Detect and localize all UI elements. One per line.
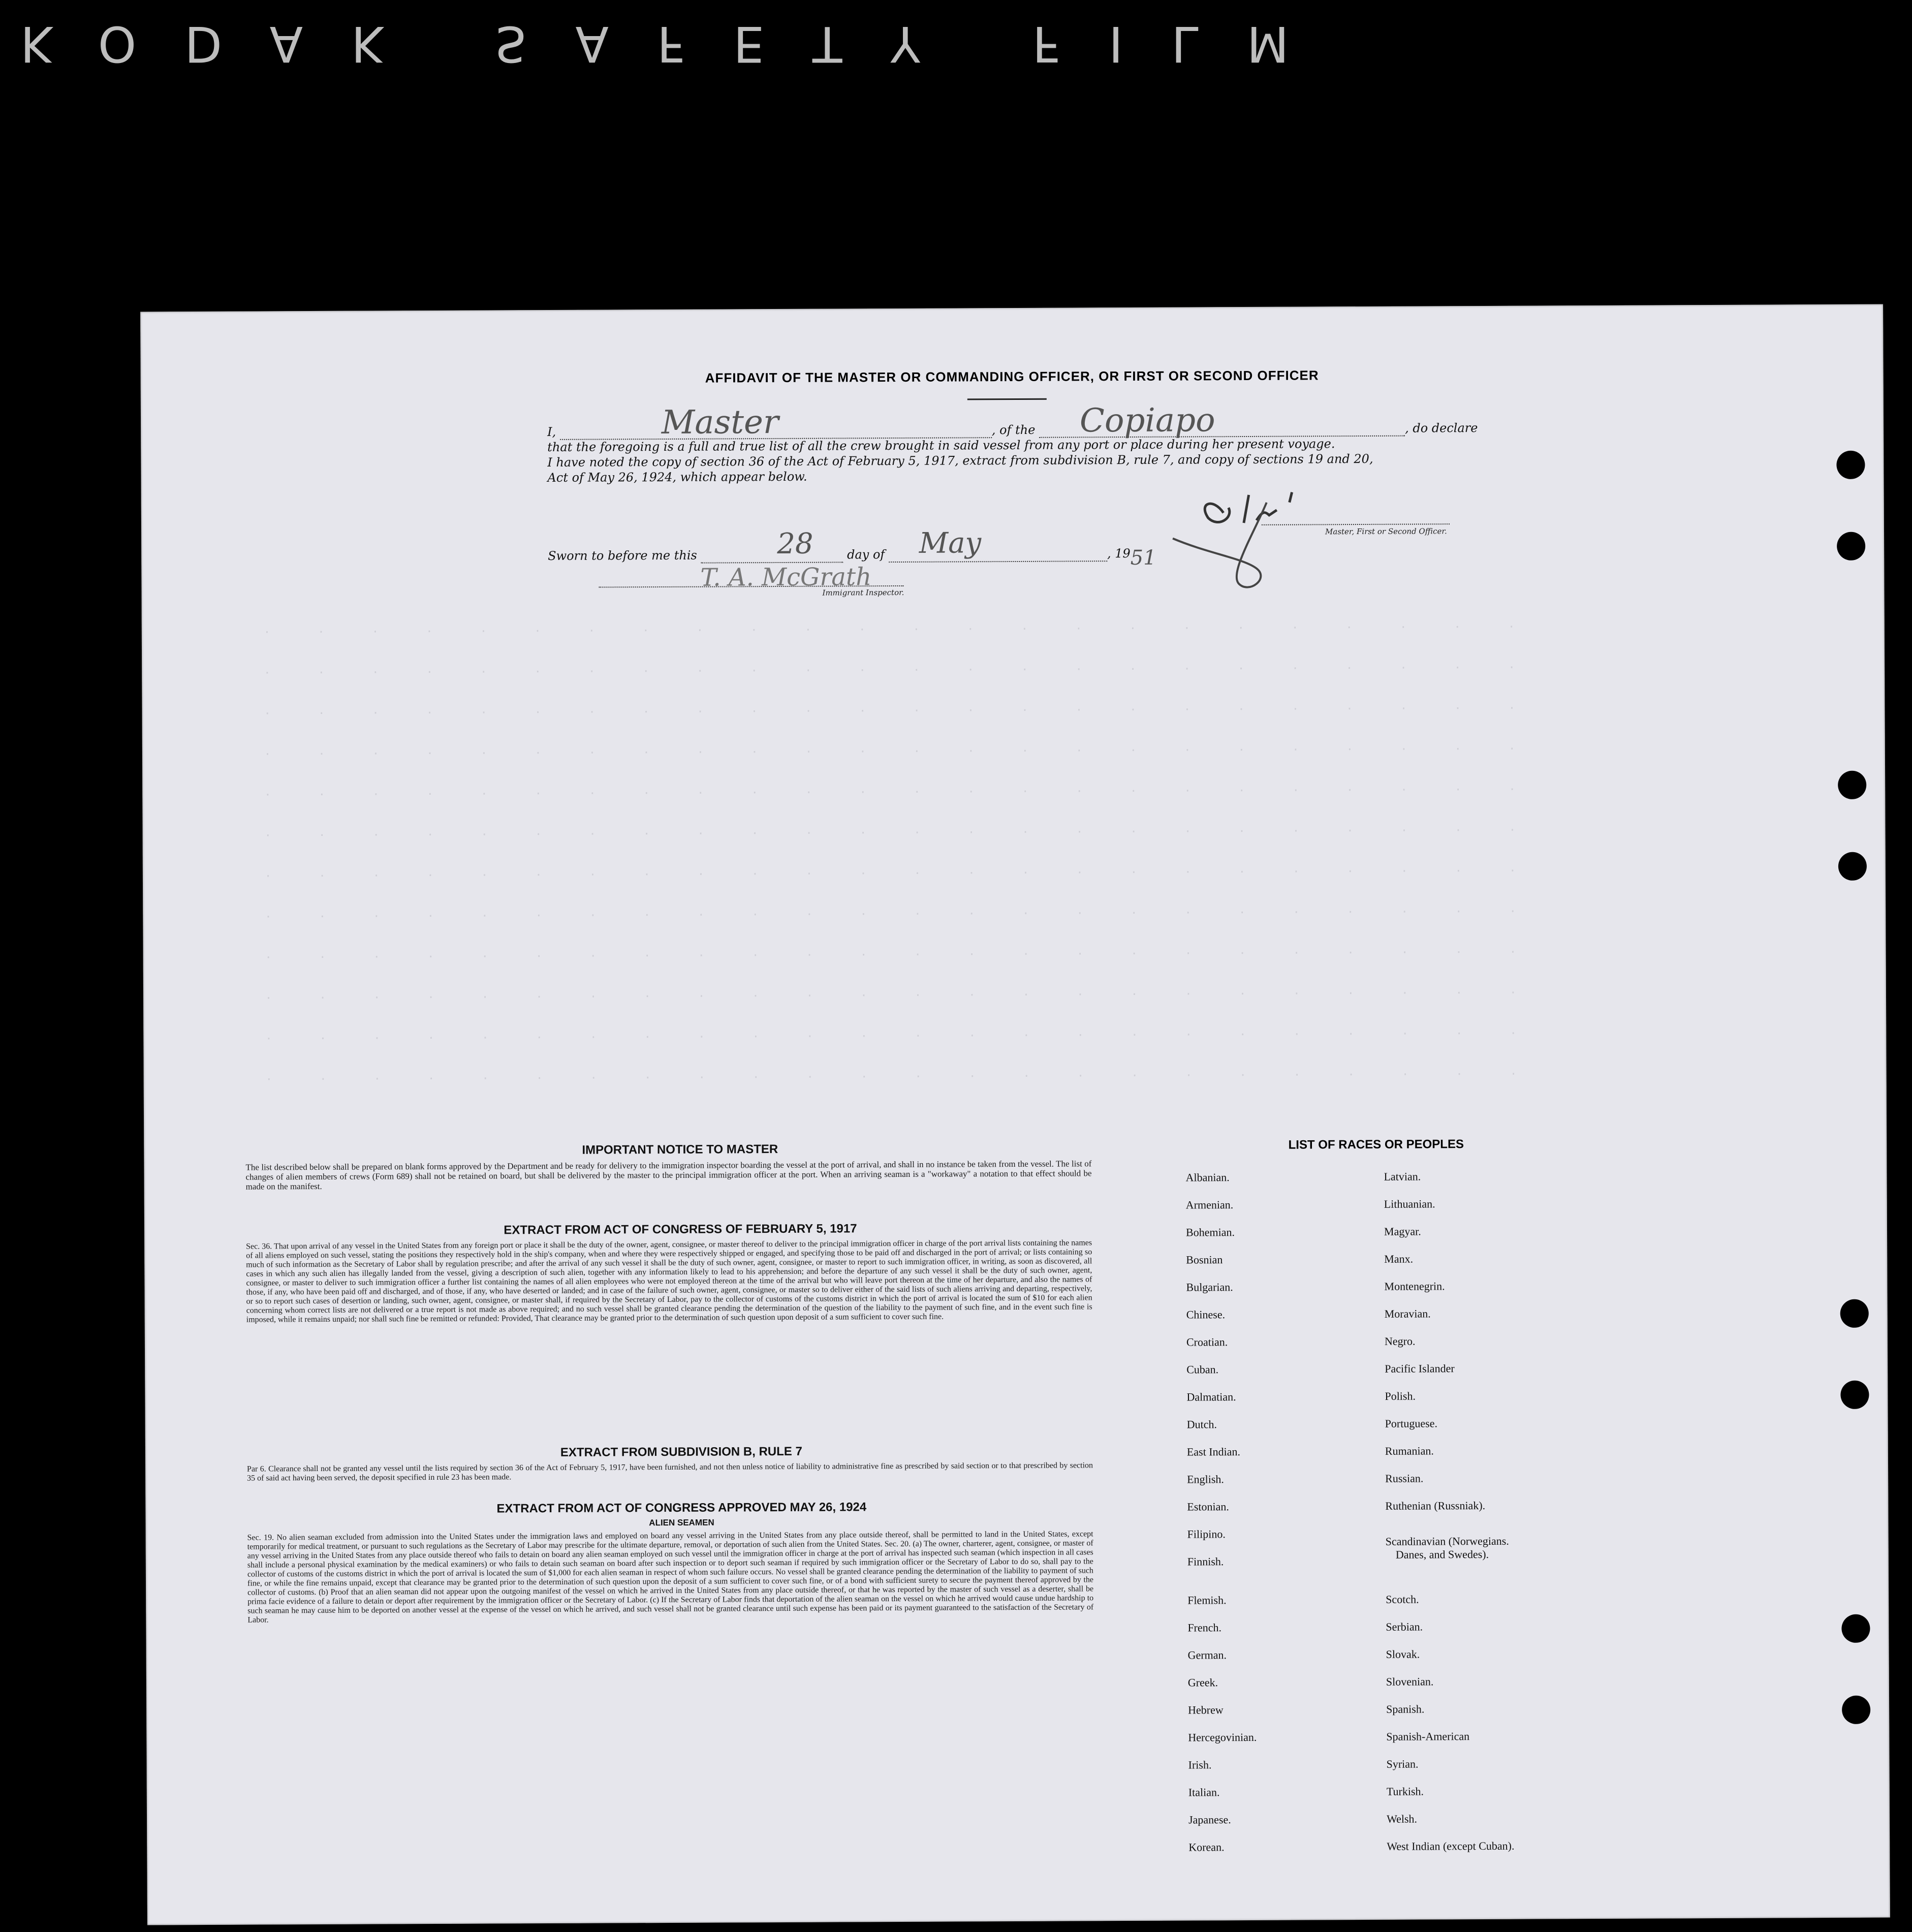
race-left-item: Italian. xyxy=(1188,1786,1220,1799)
race-left-item: Greek. xyxy=(1187,1676,1218,1689)
bleed-through-row: · · · · · · · · · · · · · · · · · · · · · · · · xyxy=(264,661,1535,680)
race-left-item: German. xyxy=(1187,1648,1227,1662)
punch-hole xyxy=(1838,852,1867,881)
race-right-item: Portuguese. xyxy=(1385,1417,1437,1430)
day-of-label: day of xyxy=(847,547,885,562)
race-right-item: Danes, and Swedes). xyxy=(1395,1547,1489,1561)
sworn-line xyxy=(548,526,1156,570)
punch-hole xyxy=(1841,1614,1870,1643)
race-left-item: Dalmatian. xyxy=(1186,1390,1236,1404)
vessel-name-handwriting: Copiapo xyxy=(1079,401,1215,440)
race-right-item: Montenegrin. xyxy=(1384,1280,1445,1293)
race-left-item: Irish. xyxy=(1188,1758,1212,1771)
race-left-item: Bohemian. xyxy=(1185,1226,1235,1239)
race-left-item: Bosnian xyxy=(1186,1253,1223,1266)
race-right-item: Pacific Islander xyxy=(1385,1362,1455,1375)
sworn-label: Sworn to before me this xyxy=(548,548,697,564)
punch-hole xyxy=(1837,532,1865,560)
affidavit-line-3: I have noted the copy of section 36 of the Act of February 5, 1917, extract from subdivision B, rule 7, and copy of sections 19 and 20, xyxy=(547,451,1373,470)
punch-hole xyxy=(1842,1696,1870,1724)
bleed-through-row: · · · · · · · · · · · · · · · · · · · · · · · · xyxy=(265,1027,1537,1046)
race-left-item: Hercegovinian. xyxy=(1188,1730,1257,1744)
extract-rule7-title: EXTRACT FROM SUBDIVISION B, RULE 7 xyxy=(560,1444,802,1459)
race-right-item: Moravian. xyxy=(1384,1307,1431,1320)
sworn-day-handwriting: 28 xyxy=(777,527,813,561)
race-left-item: French. xyxy=(1187,1621,1222,1634)
race-right-item: Spanish-American xyxy=(1386,1730,1470,1743)
signature-caption: Master, First or Second Officer. xyxy=(1325,526,1447,537)
bleed-through-row: · · · · · · · · · · · · · · · · · · · · · · · · xyxy=(265,946,1537,964)
race-right-item: Spanish. xyxy=(1386,1702,1425,1716)
affidavit-i: I, xyxy=(547,424,556,440)
affidavit-line-1 xyxy=(547,401,1478,442)
race-right-item: Slovak. xyxy=(1386,1647,1420,1661)
race-right-item: Lithuanian. xyxy=(1384,1197,1435,1210)
bleed-through-row: · · · · · · · · · · · · · · · · · · · · · · · · xyxy=(264,742,1536,761)
bleed-through-row: · · · · · · · · · · · · · · · · · · · · · · · · xyxy=(265,986,1537,1005)
race-left-item: English. xyxy=(1187,1473,1224,1486)
inspector-signature: T. A. McGrath xyxy=(700,563,872,592)
extract-1924-text: Sec. 19. No alien seaman excluded from admission into the United States under the immigration laws and employed on board any vessel arriving in the United States from any place outside thereof, shall be permitted to land in the United States, except temporarily for medical treatment, or pursuant to such regulations as the Secretary of Labor may prescribe for the ultimate departure, removal, or deportation of such alien from the United States. Sec. 20. (a) The owner, charterer, agent, consignee, or master of any vessel arriving in the United States from any place outside thereof who fails to detain on board any alien seaman employed on such vessel until the immigration officer in charge at the port of arrival has inspected such seaman (which inspection in all cases shall include a personal physical examination by the medical examiners) or who fails to detain such seaman on board after such inspection or to deport such seaman if required by such immigration officer or the Secretary of Labor to do so, shall pay to the collector of customs of the customs district in which the port of arrival is located the sum of $1,000 for each alien seaman in respect of whom such failure occurs. No vessel shall be granted clearance pending the determination of the liability to payment of such fine, or while the fine remains unpaid, except that clearance may be granted prior to the determination of such question upon the deposit of a sum sufficient to cover such fine, or of a bond with sufficient surety to secure the payment thereof approved by the collector of customs. (b) Proof that an alien seaman did not appear upon the outgoing manifest of the vessel on which he arrived in the United States from any place outside thereof, or that he was reported by the master of such vessel as a deserter, shall be prima facie evidence of a failure to detain or deport after requirement by the immigration officer or the Secretary of Labor. (c) If the Secretary of Labor finds that deportation of the alien seaman on the vessel on which he arrived would cause undue hardship to such seaman he may cause him to be deported on another vessel at the expense of the vessel on which he arrived, and such vessel shall not be granted clearance until such expense has been paid or its payment guaranteed to the satisfaction of the Secretary of Labor. xyxy=(247,1530,1094,1625)
race-left-item: Albanian. xyxy=(1185,1171,1230,1184)
extract-1917-title: EXTRACT FROM ACT OF CONGRESS OF FEBRUARY 5, 1917 xyxy=(504,1222,857,1237)
bleed-through-row: · · · · · · · · · · · · · · · · · · · · · · · · xyxy=(265,1068,1538,1086)
affidavit-line-4: Act of May 26, 1924, which appear below. xyxy=(547,469,807,485)
year-prefix: , 19 xyxy=(1107,546,1131,561)
manifest-page xyxy=(140,304,1890,1925)
race-right-item: Scotch. xyxy=(1386,1593,1419,1606)
affidavit-declare: , do declare xyxy=(1404,421,1478,435)
affidavit-line-2: that the foregoing is a full and true list of all the crew brought in said vessel from any port or place during her present voyage. xyxy=(547,437,1335,455)
race-left-item: Japanese. xyxy=(1188,1813,1231,1826)
extract-1924-subtitle: ALIEN SEAMEN xyxy=(649,1517,714,1528)
punch-hole xyxy=(1840,1299,1869,1328)
sworn-month-field xyxy=(889,526,1107,563)
race-right-item: Negro. xyxy=(1384,1334,1416,1348)
punch-hole xyxy=(1838,771,1866,799)
race-right-item: Russian. xyxy=(1385,1472,1424,1485)
master-name-handwriting: Master xyxy=(661,403,779,442)
extract-rule7-text: Par 6. Clearance shall not be granted any vessel until the lists required by section 36 of the Act of February 5, 1917, have been furnished, and not then unless notice of liability to administrative fine as prescribed by said section or to that prescribed by section 35 of said act having been served, the deposit specified in rule 23 has been made. xyxy=(246,1461,1093,1483)
bleed-through-row: · · · · · · · · · · · · · · · · · · · · · · · · xyxy=(265,905,1537,924)
race-right-item: Latvian. xyxy=(1384,1170,1421,1183)
bleed-through-row: · · · · · · · · · · · · · · · · · · · · · · · · xyxy=(264,783,1536,802)
race-right-item: Slovenian. xyxy=(1386,1675,1434,1688)
race-left-item: Finnish. xyxy=(1187,1555,1224,1568)
vessel-name-field xyxy=(1039,401,1405,440)
year-handwriting: 51 xyxy=(1130,546,1156,570)
race-left-item: Flemish. xyxy=(1187,1594,1227,1607)
race-left-item: Dutch. xyxy=(1186,1418,1217,1431)
race-left-item: Croatian. xyxy=(1186,1335,1228,1349)
race-left-item: Bulgarian. xyxy=(1186,1281,1233,1294)
race-left-item: Korean. xyxy=(1188,1841,1225,1854)
race-right-item: Syrian. xyxy=(1386,1757,1419,1770)
race-left-item: Cuban. xyxy=(1186,1363,1219,1376)
race-left-item: Hebrew xyxy=(1188,1703,1224,1717)
bleed-through-row: · · · · · · · · · · · · · · · · · · · · · · · · xyxy=(263,620,1535,639)
master-signature xyxy=(1168,482,1382,600)
race-left-item: Estonian. xyxy=(1187,1500,1229,1513)
race-right-item: Ruthenian (Russniak). xyxy=(1385,1499,1486,1512)
bleed-through-row: · · · · · · · · · · · · · · · · · · · · · · · · xyxy=(264,824,1537,843)
race-right-item: Manx. xyxy=(1384,1252,1414,1265)
race-left-item: Filipino. xyxy=(1187,1528,1226,1541)
affidavit-of-the: , of the xyxy=(991,422,1036,438)
bleed-through-row: · · · · · · · · · · · · · · · · · · · · · · · · xyxy=(264,702,1536,721)
race-left-item: Chinese. xyxy=(1186,1308,1226,1321)
race-right-item: Polish. xyxy=(1385,1389,1416,1403)
race-right-item: Rumanian. xyxy=(1385,1444,1434,1457)
notice-text: The list described below shall be prepared on blank forms approved by the Department and be ready for delivery to the immigration inspector boarding the vessel at the port of arrival, and shall in no instance be taken from the vessel. The list of changes of alien members of crews (Form 689) shall not be retained on board, but shall be delivered by the master to the principal immigration officer at the port. When an arriving seaman is a "workaway" a notation to that effect should be made on the manifest. xyxy=(245,1159,1092,1192)
film-edge xyxy=(0,0,1912,86)
race-right-item: Magyar. xyxy=(1384,1225,1421,1238)
races-title: LIST OF RACES OR PEOPLES xyxy=(1288,1137,1464,1152)
race-right-item: Serbian. xyxy=(1386,1620,1423,1633)
race-left-item: East Indian. xyxy=(1186,1445,1241,1458)
sworn-day-field xyxy=(701,527,843,563)
race-right-item: Welsh. xyxy=(1386,1812,1418,1825)
race-right-item: West Indian (except Cuban). xyxy=(1387,1839,1515,1853)
inspector-caption: Immigrant Inspector. xyxy=(822,587,904,598)
title-rule xyxy=(967,398,1047,400)
bleed-through-row: · · · · · · · · · · · · · · · · · · · · · · · · xyxy=(264,864,1537,883)
extract-1917-text: Sec. 36. That upon arrival of any vessel in the United States from any foreign port or place it shall be the duty of the owner, agent, consignee, or master thereof to deliver to the principal immigration officer in charge of the port arrival lists containing the names of all aliens employed on such vessel, stating the positions they respectively hold in the ship's company, when and where they were respectively shipped or engaged, and specifying those to be paid off and discharged in the port of arrival; or lists containing so much of such information as the Secretary of Labor shall by regulation prescribe; and after the arrival of any such vessel it shall be the duty of such owner, agent, consignee, or master to report to such immigration officer, in writing, as soon as discovered, all cases in which any such alien has illegally landed from the vessel, giving a description of such alien, together with any information likely to lead to his apprehension; and before the departure of any such vessel it shall be the duty of such owner, agent, consignee, or master to deliver to such immigration officer a further list containing the names of all alien employees who were not employed thereon at the time of the arrival but who will leave port thereon at the time of her departure, and also the names of those, if any, who have been paid off and discharged, and of those, if any, who have deserted or landed; and in case of the failure of such owner, agent, consignee, or master so to deliver either of the said lists of such aliens arriving and departing, respectively, or so to report such cases of desertion or landing, such owner, agent, consignee, or master shall, if required by the Secretary of Labor, pay to the collector of customs of the customs district in which the port of arrival is located the sum of $10 for each alien concerning whom correct lists are not delivered or a true report is not made as above required; and no such vessel shall be granted clearance pending the determination of the question of the liability to the payment of such fine, and in the event such fine is imposed, while it remains unpaid; nor shall such fine be remitted or refunded: Provided, That clearance may be granted prior to the determination of such question upon deposit of a sum sufficient to cover such fine. xyxy=(246,1238,1092,1324)
race-left-item: Armenian. xyxy=(1185,1198,1234,1211)
punch-hole xyxy=(1840,1381,1869,1409)
sworn-month-handwriting: May xyxy=(919,526,982,560)
film-edge-text: KODAK SAFETY FILM xyxy=(20,15,1337,72)
punch-hole xyxy=(1836,451,1865,479)
extract-1924-title: EXTRACT FROM ACT OF CONGRESS APPROVED MAY 26, 1924 xyxy=(496,1500,867,1516)
race-right-item: Turkish. xyxy=(1386,1785,1424,1798)
notice-title: IMPORTANT NOTICE TO MASTER xyxy=(582,1142,778,1157)
master-name-field xyxy=(560,403,992,442)
affidavit-title: AFFIDAVIT OF THE MASTER OR COMMANDING OFFICER, OR FIRST OR SECOND OFFICER xyxy=(705,367,1319,386)
race-right-item: Scandinavian (Norwegians. xyxy=(1385,1534,1509,1548)
